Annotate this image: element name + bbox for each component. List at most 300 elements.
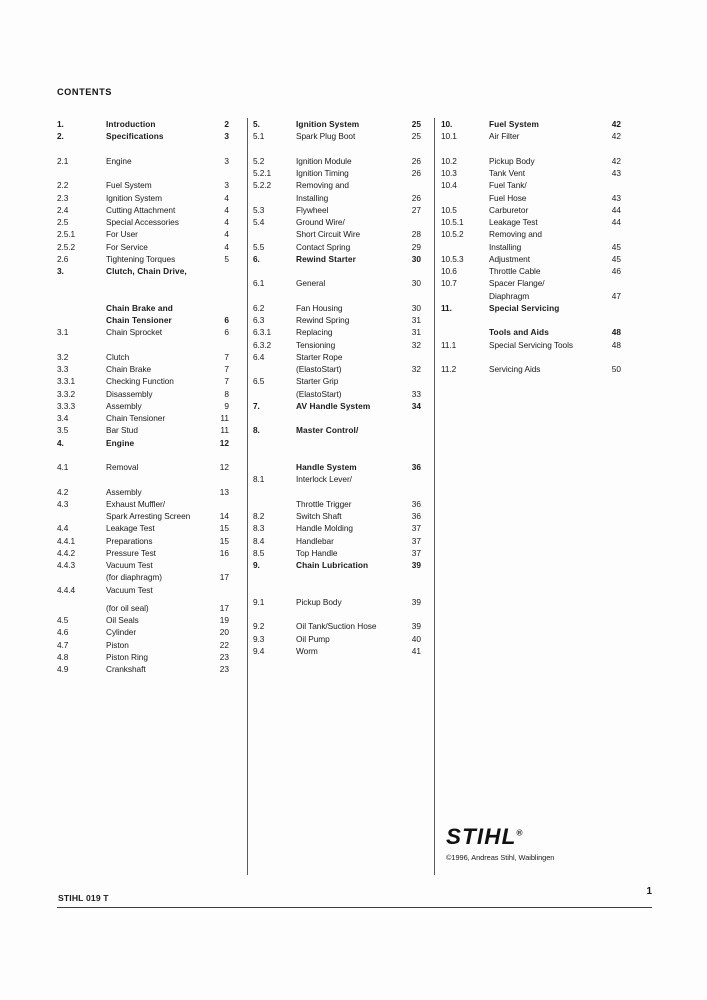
toc-entry-page: 25 [411,119,421,129]
toc-entry-page: 12 [219,437,229,448]
toc-entry-number: 4.7 [57,639,69,650]
toc-entry-number: 5. [253,119,260,129]
toc-column-3 [441,118,626,375]
toc-entry-page: 37 [411,535,421,546]
toc-entry-page: 12 [219,462,229,473]
toc-entry-title: Pickup Body [296,596,342,607]
toc-entry-number: 5.1 [253,131,265,142]
toc-entry[interactable] [253,216,425,228]
toc-entry-page: 39 [411,560,421,571]
toc-entry-number: 6.3.2 [253,339,271,350]
toc-entry[interactable] [441,155,626,167]
toc-entry-page: 42 [611,119,621,129]
toc-entry-page: 17 [219,602,229,613]
toc-entry[interactable] [57,424,239,436]
toc-entry-title: (for diaphragm) [106,572,162,583]
toc-entry-title: Vacuum Test [106,584,153,595]
toc-entry-page: 3 [224,155,229,166]
toc-entry[interactable] [57,461,239,486]
toc-entry-number: 10.7 [441,278,457,289]
toc-entry-title: Short Circuit Wire [296,229,361,240]
toc-entry-page: 31 [411,327,421,338]
toc-entry-number: 2.3 [57,192,69,203]
column-divider-2 [434,118,435,875]
toc-entry[interactable] [57,228,239,240]
toc-entry-title: Fan Housing [296,302,343,313]
toc-entry[interactable] [57,351,239,363]
toc-entry-number: 11.2 [441,364,457,374]
toc-entry[interactable] [441,167,626,179]
toc-entry-page: 19 [219,615,229,626]
toc-entry-title: Engine [106,437,135,448]
toc-entry-title: Handle Molding [296,523,353,534]
toc-entry-page: 2 [224,119,229,129]
toc-entry-title: Cylinder [106,627,137,638]
toc-entry-number: 2.5.2 [57,241,75,252]
copyright-notice: ©1996, Andreas Stihl, Waiblingen [446,853,555,862]
toc-entry[interactable] [57,412,239,424]
toc-entry-title: Top Handle [296,547,338,558]
toc-entry[interactable] [57,155,239,180]
toc-entry-page: 44 [611,204,621,215]
toc-entry-number: 2.1 [57,155,69,166]
toc-entry-title: Removing and [296,180,349,191]
toc-entry[interactable] [57,326,239,351]
toc-entry-page: 7 [224,376,229,387]
toc-entry[interactable] [57,204,239,216]
toc-entry-number: 6.3 [253,315,265,325]
toc-entry-number: 5.3 [253,204,265,215]
toc-entry-number: 4.4 [57,523,69,534]
toc-entry-number: 5.4 [253,217,265,227]
toc-entry-title: Preparations [106,535,153,546]
toc-entry-title: Interlock Lever/ [296,474,352,485]
toc-entry-page: 20 [219,627,229,638]
toc-entry-title: Fuel Tank/ [489,180,527,191]
toc-entry[interactable] [253,253,425,278]
toc-entry[interactable] [441,179,626,191]
toc-entry-page: 33 [411,388,421,399]
toc-entry-title: Assembly [106,486,142,497]
toc-entry-number: 6. [253,253,260,264]
toc-entry-page: 47 [611,290,621,301]
toc-entry[interactable] [253,596,425,621]
toc-entry[interactable] [253,559,425,596]
toc-entry[interactable] [57,314,239,326]
toc-entry[interactable] [253,155,425,167]
toc-entry-title: Pressure Test [106,547,156,558]
toc-entry-title: Clutch [106,351,130,362]
toc-entry-title: Servicing Aids [489,364,541,374]
toc-entry-title: Clutch, Chain Drive, [106,266,187,276]
toc-entry[interactable] [441,253,626,265]
toc-entry-page: 26 [411,168,421,178]
toc-entry-number: 2.6 [57,253,69,264]
toc-entry-page: 5 [224,253,229,264]
toc-entry-page: 48 [611,327,621,338]
toc-entry-title: Replacing [296,327,333,338]
toc-entry[interactable] [253,192,425,204]
toc-entry-page: 31 [411,315,421,325]
toc-entry-title: Rewind Starter [296,253,356,264]
toc-entry-page: 40 [411,633,421,644]
toc-entry-page: 42 [611,155,621,166]
toc-entry-number: 3.4 [57,413,69,424]
toc-entry-title: Installing [296,192,329,203]
toc-entry-page: 22 [219,639,229,650]
toc-entry-page: 15 [219,535,229,546]
toc-entry-title: Vacuum Test [106,560,153,571]
toc-entry-page: 42 [611,131,621,142]
toc-entry-title: (ElastoStart) [296,364,342,374]
toc-entry-title: Specifications [106,131,164,142]
toc-entry-number: 3.3.3 [57,400,75,411]
toc-entry-title: (ElastoStart) [296,388,342,399]
toc-entry[interactable] [57,179,239,191]
toc-entry[interactable] [441,339,626,364]
toc-entry-title: Handlebar [296,535,334,546]
toc-entry[interactable] [253,498,425,510]
toc-entry-title: AV Handle System [296,400,371,411]
toc-entry-title: Engine [106,155,132,166]
toc-entry[interactable] [441,363,626,375]
toc-entry-number: 5.2 [253,155,265,166]
toc-entry-title: Handle System [296,462,357,473]
toc-entry[interactable] [57,614,239,626]
toc-entry-title: Exhaust Muffler/ [106,498,165,509]
toc-entry-number: 10.5.3 [441,253,464,264]
toc-entry-title: Starter Grip [296,376,339,387]
toc-entry-number: 10.5.1 [441,217,464,227]
toc-entry-number: 9.2 [253,621,265,632]
toc-entry-page: 43 [611,168,621,178]
toc-entry[interactable] [441,192,626,204]
toc-entry-page: 3 [224,180,229,191]
toc-entry[interactable] [57,498,239,510]
toc-entry-number: 8.5 [253,547,265,558]
toc-entry-title: Spacer Flange/ [489,278,545,289]
toc-entry-title: Fuel System [106,180,152,191]
toc-entry-number: 9.1 [253,596,265,607]
toc-entry-title: General [296,278,326,289]
toc-entry-page: 7 [224,351,229,362]
toc-entry-page: 34 [411,400,421,411]
toc-entry-title: Pickup Body [489,155,535,166]
toc-entry[interactable] [441,302,626,327]
toc-entry[interactable] [441,277,626,289]
toc-entry[interactable] [57,400,239,412]
toc-entry-title: Ignition System [296,119,360,129]
toc-entry-title: Fuel Hose [489,192,527,203]
toc-entry-page: 13 [219,486,229,497]
toc-entry-number: 6.4 [253,351,265,362]
toc-entry-title: Chain Brake and [106,302,173,313]
toc-entry-number: 10.1 [441,131,457,142]
toc-entry-title: Leakage Test [106,523,155,534]
toc-entry-title: Switch Shaft [296,511,342,522]
toc-entry[interactable] [57,535,239,547]
toc-entry-page: 6 [224,327,229,338]
toc-entry-page: 23 [219,664,229,675]
toc-entry[interactable] [253,510,425,522]
toc-entry-title: Checking Function [106,376,174,387]
toc-entry-page: 4 [224,192,229,203]
toc-entry-title: Oil Tank/Suction Hose [296,621,377,632]
toc-entry-number: 11. [441,302,452,313]
toc-entry[interactable] [253,547,425,559]
toc-entry-page: 37 [411,523,421,534]
toc-entry-number: 9. [253,560,260,571]
toc-entry-number: 4.8 [57,651,69,662]
toc-entry[interactable] [57,547,239,559]
toc-entry[interactable] [253,522,425,534]
toc-entry-title: Leakage Test [489,217,538,227]
toc-entry-title: Oil Seals [106,615,139,626]
toc-entry-page: 30 [411,302,421,313]
toc-entry[interactable] [441,118,626,130]
toc-entry-number: 4.5 [57,615,69,626]
toc-entry[interactable] [253,118,425,130]
toc-entry-number: 10. [441,119,453,129]
toc-entry[interactable] [57,388,239,400]
footer-divider [57,907,652,908]
toc-entry-page: 28 [411,229,421,240]
toc-entry-title: Rewind Spring [296,315,350,325]
registered-trademark-icon: ® [516,828,523,838]
toc-entry-number: 2.5.1 [57,229,75,240]
toc-entry-title: Tools and Aids [489,327,549,338]
toc-entry-page: 26 [411,155,421,166]
toc-entry-title: Special Servicing [489,302,560,313]
toc-entry-page: 4 [224,204,229,215]
toc-entry[interactable] [441,216,626,228]
toc-entry-page: 45 [611,241,621,252]
toc-entry[interactable] [441,228,626,240]
toc-entry[interactable] [253,620,425,632]
toc-entry-number: 4. [57,437,64,448]
toc-entry-title: Special Accessories [106,217,179,227]
toc-entry-title: Installing [489,241,522,252]
toc-entry[interactable] [253,351,425,363]
toc-entry-page: 37 [411,547,421,558]
toc-entry-title: Contact Spring [296,241,351,252]
toc-entry-title: Diaphragm [489,290,530,301]
toc-entry-page: 45 [611,253,621,264]
toc-entry[interactable] [57,602,239,614]
toc-entry-number: 3.1 [57,327,69,338]
toc-entry-page: 4 [224,229,229,240]
toc-entry-number: 3.3.1 [57,376,75,387]
toc-entry-title: Tank Vent [489,168,525,178]
toc-entry-title: Removal [106,462,139,473]
toc-entry-number: 4.9 [57,664,69,675]
toc-entry-page: 7 [224,364,229,375]
toc-entry-title: Special Servicing Tools [489,339,574,350]
toc-entry-title: Piston Ring [106,651,148,662]
toc-entry[interactable] [253,363,425,375]
toc-entry[interactable] [253,645,425,657]
toc-entry[interactable] [57,241,239,253]
toc-entry-title: Chain Sprocket [106,327,163,338]
toc-entry[interactable] [57,302,239,314]
toc-entry[interactable] [57,130,239,155]
toc-entry-number: 10.2 [441,155,457,166]
toc-entry[interactable] [253,535,425,547]
toc-entry-number: 3. [57,266,64,276]
toc-entry[interactable] [253,424,425,461]
toc-entry-title: Ignition Timing [296,168,349,178]
toc-entry[interactable] [253,326,425,338]
toc-entry[interactable] [253,461,425,473]
toc-entry-number: 8.3 [253,523,265,534]
toc-entry[interactable] [57,118,239,130]
toc-entry[interactable] [253,314,425,326]
toc-entry[interactable] [57,651,239,663]
toc-entry[interactable] [57,522,239,534]
toc-entry[interactable] [253,228,425,240]
toc-entry-page: 23 [219,651,229,662]
toc-entry-title: Adjustment [489,253,531,264]
toc-entry-number: 5.2.1 [253,168,271,178]
column-divider-1 [247,118,248,875]
toc-entry-page: 11 [220,425,229,436]
toc-entry[interactable] [253,400,425,425]
toc-entry[interactable] [253,130,425,155]
toc-entry-page: 32 [411,364,421,374]
toc-entry-title: For Service [106,241,148,252]
toc-entry-number: 7. [253,400,260,411]
toc-entry[interactable] [57,663,239,675]
toc-entry-page: 39 [411,596,421,607]
toc-entry[interactable] [57,375,239,387]
toc-entry[interactable] [441,290,626,302]
toc-entry[interactable] [441,265,626,277]
toc-entry[interactable] [57,571,239,583]
toc-entry-number: 2.4 [57,204,69,215]
toc-entry[interactable] [57,510,239,522]
toc-entry[interactable] [253,388,425,400]
toc-entry[interactable] [253,473,425,498]
toc-entry-number: 8.1 [253,474,265,485]
toc-entry[interactable] [253,339,425,351]
toc-entry[interactable] [253,277,425,302]
toc-entry-title: Fuel System [489,119,539,129]
toc-entry[interactable] [57,626,239,638]
toc-entry[interactable] [57,639,239,651]
toc-entry[interactable] [441,204,626,216]
toc-entry[interactable] [441,130,626,155]
stihl-wordmark-logo [446,826,522,848]
toc-entry-page: 16 [219,547,229,558]
toc-entry-number: 3.3.2 [57,388,75,399]
toc-entry-title: Chain Tensioner [106,315,172,326]
toc-entry-title: Chain Tensioner [106,413,166,424]
toc-entry-number: 2.2 [57,180,69,191]
toc-entry-number: 6.5 [253,376,265,387]
toc-entry-number: 4.2 [57,486,69,497]
toc-entry[interactable] [253,179,425,191]
toc-entry[interactable] [57,265,239,302]
toc-entry[interactable] [57,486,239,498]
toc-entry[interactable] [441,326,626,338]
toc-entry[interactable] [253,633,425,645]
toc-entry-title: Chain Brake [106,364,152,375]
toc-entry-title: Assembly [106,400,142,411]
toc-entry-page: 36 [411,462,421,473]
toc-entry[interactable] [57,216,239,228]
stihl-wordmark-text: STIHL [446,824,517,849]
toc-entry-number: 8. [253,425,260,436]
toc-entry-title: Tightening Torques [106,253,176,264]
toc-entry[interactable] [57,363,239,375]
toc-entry-title: Throttle Cable [489,266,541,276]
toc-entry-number: 4.6 [57,627,69,638]
toc-entry-page: 36 [411,498,421,509]
toc-entry[interactable] [441,241,626,253]
toc-entry-number: 10.3 [441,168,457,178]
toc-entry-title: (for oil seal) [106,602,149,613]
footer-page-number: 1 [646,886,652,897]
toc-entry-title: Ground Wire/ [296,217,345,227]
toc-entry-page: 11 [220,413,229,424]
toc-entry-title: For User [106,229,138,240]
toc-entry-page: 8 [224,388,229,399]
toc-entry[interactable] [253,302,425,314]
toc-entry-number: 10.6 [441,266,457,276]
toc-entry-number: 1. [57,119,64,129]
toc-entry-number: 9.4 [253,645,265,656]
toc-entry[interactable] [253,204,425,216]
toc-entry-title: Crankshaft [106,664,146,675]
toc-entry-number: 9.3 [253,633,265,644]
toc-entry[interactable] [253,375,425,387]
toc-entry[interactable] [57,559,239,571]
toc-entry[interactable] [57,584,239,602]
toc-entry-title: Throttle Trigger [296,498,352,509]
toc-entry-number: 4.3 [57,498,69,509]
toc-entry-page: 25 [411,131,421,142]
toc-entry-number: 6.1 [253,278,265,289]
toc-entry-title: Chain Lubrication [296,560,369,571]
toc-entry-number: 2. [57,131,64,142]
toc-entry-page: 50 [611,364,621,374]
toc-entry-page: 30 [411,278,421,289]
toc-entry-number: 11.1 [441,339,457,350]
toc-entry[interactable] [253,241,425,253]
toc-entry-page: 43 [611,192,621,203]
toc-entry-number: 4.4.2 [57,547,75,558]
toc-entry[interactable] [57,437,239,462]
toc-entry-page: 4 [224,217,229,227]
toc-entry-title: Bar Stud [106,425,138,436]
toc-entry-number: 8.4 [253,535,265,546]
toc-entry-number: 6.3.1 [253,327,271,338]
toc-entry-number: 10.5 [441,204,457,215]
toc-entry-title: Ignition Module [296,155,352,166]
toc-entry-number: 10.5.2 [441,229,464,240]
toc-entry-title: Spark Plug Boot [296,131,356,142]
toc-column-1 [57,118,239,675]
toc-entry-page: 44 [611,217,621,227]
toc-entry-title: Spark Arresting Screen [106,511,191,522]
toc-entry[interactable] [57,192,239,204]
toc-entry[interactable] [253,167,425,179]
toc-entry-title: Disassembly [106,388,153,399]
toc-entry-page: 32 [411,339,421,350]
footer-model-label: STIHL 019 T [58,893,109,903]
toc-entry[interactable] [57,253,239,265]
toc-entry-page: 26 [411,192,421,203]
